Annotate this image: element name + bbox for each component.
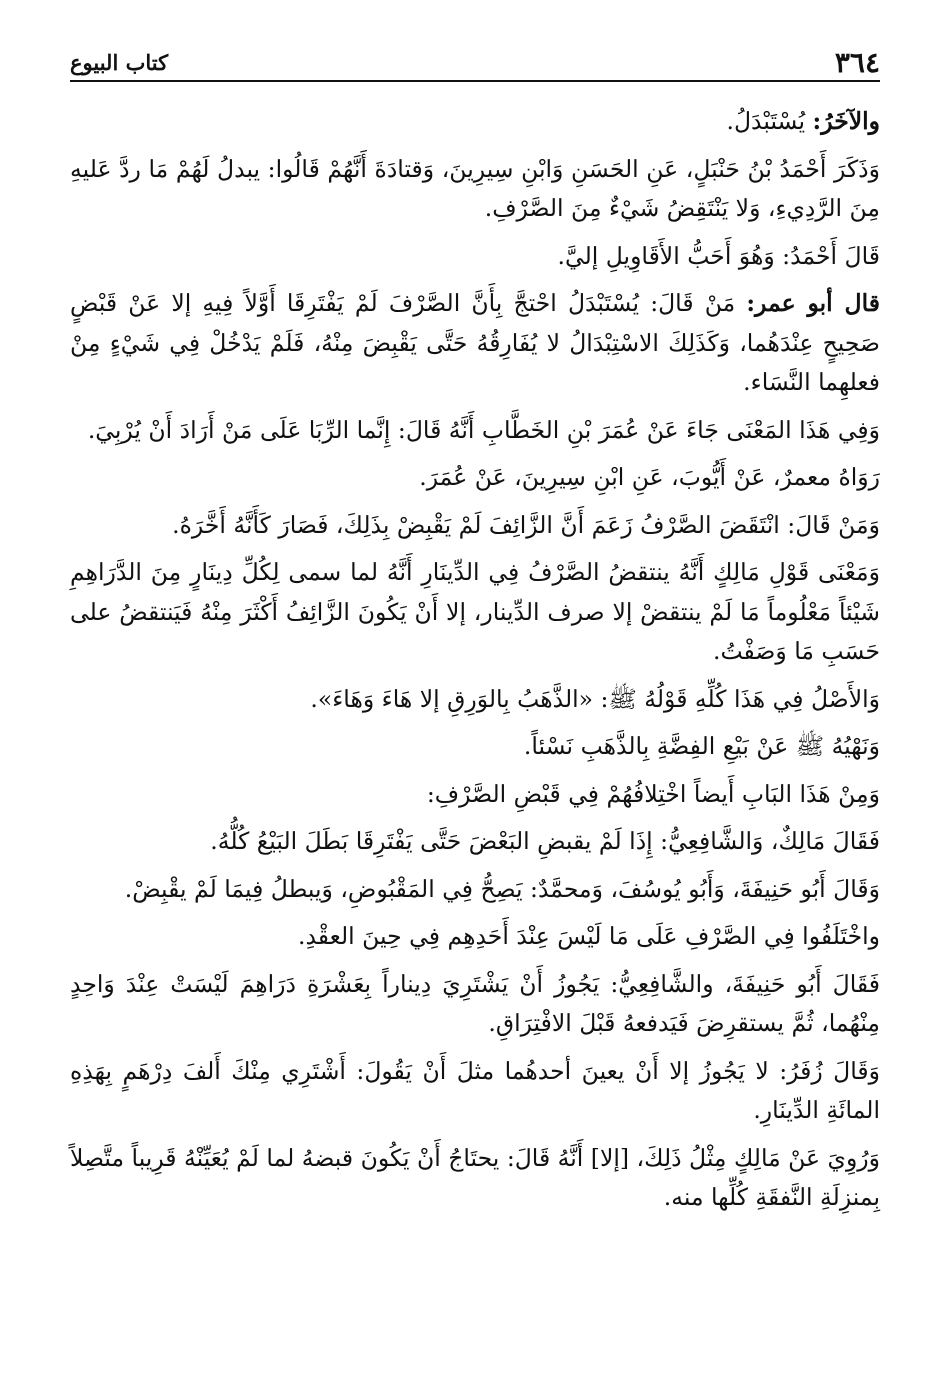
paragraph bbox=[70, 284, 880, 403]
paragraph-text: رَوَاهُ معمرٌ، عَنْ أَيُّوبَ، عَنِ ابْنِ سِيرِينَ، عَنْ عُمَرَ. bbox=[419, 463, 880, 491]
paragraph bbox=[70, 917, 880, 957]
paragraph-lead: قال أبو عمر: bbox=[746, 289, 880, 317]
paragraph bbox=[70, 680, 880, 720]
paragraph bbox=[70, 150, 880, 229]
running-head: كتاب البيوع bbox=[70, 50, 169, 75]
paragraph-text: وَمَنْ قَالَ: انْتَقَضَ الصَّرْفُ زَعَمَ أَنَّ الزَّائِفَ لَمْ يَقْبِضْ بِذَلِكَ، فَصَارَ كَأَنَّهُ أَخَّرَهُ. bbox=[172, 510, 880, 539]
paragraph bbox=[70, 237, 880, 277]
paragraph-text: وَرُوِيَ عَنْ مَالِكٍ مِثْلُ ذَلِكَ، [إلا] أَنَّهُ قَالَ: يحتَاجُ أَنْ يَكُونَ قبضهُ لما لَمْ يُعَيِّنْهُ قَرِيباً متَّصِلاً بِمنزِلَةِ النَّفقَةِ كُلِّها منه. bbox=[70, 1143, 880, 1211]
paragraph-text: مَنْ قَالَ: يُسْتَبْدَلُ احْتجَّ بِأَنَّ الصَّرْفَ لَمْ يَفْتَرِقَا أَوَّلاً فِيهِ إلا عَنْ قَبْضٍ صَحِيحٍ عِنْدَهُما، وَكَذَلِكَ الاسْتِبْدَالُ لا يُفَارِقُهُ حَتَّى يَقْبِضَ مِنْهُ، فَلَمْ يَدْخُلْ فِي شَيْءٍ مِنْ فعلهِما النَّسَاء. bbox=[70, 289, 880, 396]
paragraph-text: وَنَهْيُهُ ﷺ عَنْ بَيْعِ الفِضَّةِ بِالذَّهَبِ نَسْئاً. bbox=[523, 732, 880, 760]
paragraph bbox=[70, 411, 880, 451]
paragraph bbox=[70, 965, 880, 1044]
paragraph bbox=[70, 775, 880, 815]
paragraph-text: فَقَالَ أَبُو حَنِيفَةَ، والشَّافِعِيُّ: يَجُوزُ أَنْ يَشْتَرِيَ دِيناراً بِعَشْرَةِ دَرَاهِمَ لَيْسَتْ عِنْدَ وَاحِدٍ مِنْهُما، ثُمَّ يستقرِضَ فَيَدفعهُ قَبْلَ الافْتِرَاقِ. bbox=[70, 969, 880, 1037]
page-header bbox=[70, 40, 880, 82]
paragraph-text: وَمَعْنَى قَوْلِ مَالِكٍ أَنَّهُ ينتقضُ الصَّرْفُ فِي الدِّينَارِ أَنَّهُ لما سمى لِكُلِّ دِينَارٍ مِنَ الدَّرَاهِمِ شَيْئاً مَعْلُوماً مَا لَمْ ينتقضْ إلا صرف الدِّينار، إلا أَنْ يَكُونَ الزَّائِفُ أَكْثَرَ مِنْهُ فَيَنتقضُ على حَسَبِ مَا وَصَفْتُ. bbox=[70, 558, 880, 665]
paragraph-text: قَالَ أَحْمَدُ: وَهُوَ أَحَبُّ الأَقَاوِيلِ إليَّ. bbox=[557, 241, 880, 270]
paragraph-text: واخْتَلَفُوا فِي الصَّرْفِ عَلَى مَا لَيْسَ عِنْدَ أَحَدِهِم فِي حِينَ العقْدِ. bbox=[297, 922, 880, 950]
paragraph bbox=[70, 1052, 880, 1131]
paragraph bbox=[70, 553, 880, 672]
paragraph-text: يُسْتَبْدَلُ. bbox=[726, 107, 813, 135]
paragraph-text: وَقَالَ أَبُو حَنِيفَةَ، وَأَبُو يُوسُفَ، وَمحمَّدٌ: يَصِحُّ فِي المَقْبُوضِ، وَيبطلُ فِيمَا لَمْ يقْبِضْ. bbox=[124, 874, 880, 903]
paragraph bbox=[70, 822, 880, 862]
paragraph-text: وَمِنْ هَذَا البَابِ أَيضاً اخْتِلافُهُمْ فِي قَبْضِ الصَّرْفِ: bbox=[426, 779, 880, 808]
paragraph bbox=[70, 1139, 880, 1218]
paragraph-text: وَفِي هَذَا المَعْنَى جَاءَ عَنْ عُمَرَ بْنِ الخَطَّابِ أَنَّهُ قَالَ: إِنَّما الرِّبَا عَلَى مَنْ أَرَادَ أَنْ يُرْبِيَ. bbox=[87, 415, 880, 444]
paragraph-lead: والآخَرُ: bbox=[812, 107, 880, 135]
paragraph-text: وَذَكَرَ أَحْمَدُ بْنُ حَنْبَلٍ، عَنِ الحَسَنِ وَابْنِ سِيرِينَ، وَقتادَةَ أَنَّهُمْ قَالُوا: يبدلُ لَهُمْ مَا ردَّ عَليهِ مِنَ الرَّدِيءِ، وَلا يَنْتَقِضُ شَيْءٌ مِنَ الصَّرْفِ. bbox=[70, 154, 880, 222]
paragraph bbox=[70, 870, 880, 910]
paragraph-text: وَالأَصْلُ فِي هَذَا كُلِّهِ قَوْلُهُ ﷺ: «الذَّهَبُ بِالوَرِقِ إلا هَاءَ وَهَاءَ». bbox=[310, 684, 880, 713]
paragraph bbox=[70, 102, 880, 142]
page-number: ٣٦٤ bbox=[834, 46, 880, 79]
page-body bbox=[70, 102, 880, 1226]
paragraph-text: فَقَالَ مَالِكٌ، وَالشَّافِعِيُّ: إِذَا لَمْ يقبضِ البَعْضَ حَتَّى يَفْتَرِقَا بَطَلَ البَيْعُ كُلُّهُ. bbox=[210, 827, 880, 855]
paragraph bbox=[70, 458, 880, 498]
paragraph bbox=[70, 506, 880, 546]
book-page bbox=[70, 40, 880, 1360]
paragraph bbox=[70, 727, 880, 767]
paragraph-text: وَقَالَ زُفَرُ: لا يَجُوزُ إلا أَنْ يعينَ أحدهُما مثلَ أَنْ يَقُولَ: أَشْتَرِي مِنْكَ أَلفَ دِرْهَمٍ بِهَذِهِ المائَةِ الدِّينَارِ. bbox=[70, 1056, 880, 1124]
